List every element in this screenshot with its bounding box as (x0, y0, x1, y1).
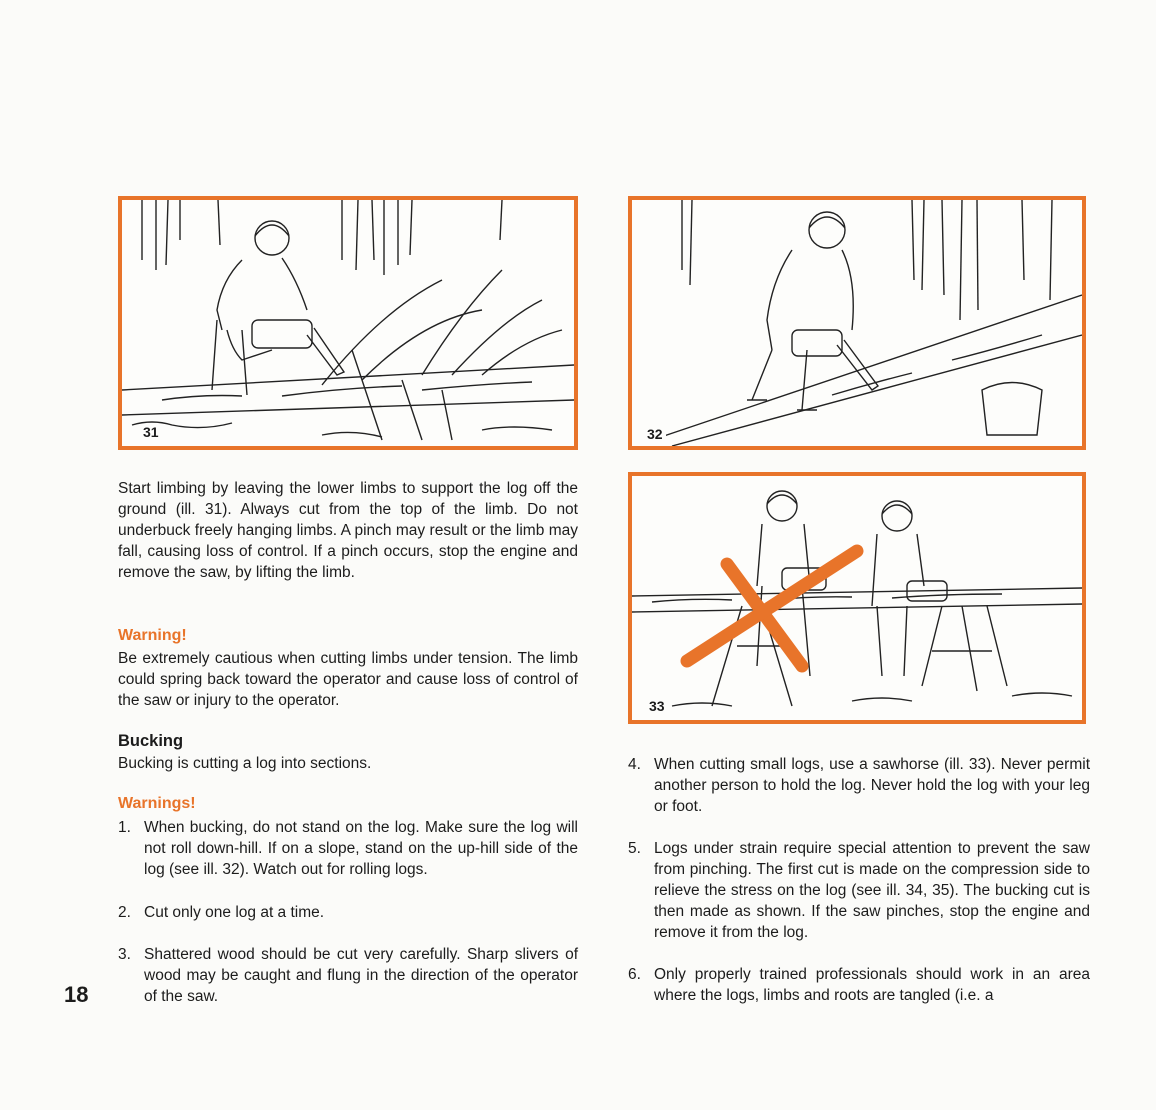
illustration-number: 32 (644, 426, 666, 442)
warning-text: Be extremely cautious when cutting limbs under tension. The limb could spring back toward the operator and cause loss of control of the saw or injury to the operator. (118, 650, 578, 709)
sawhorse-drawing (632, 476, 1082, 720)
illustration-33 (628, 472, 1086, 724)
list-item-text: Logs under strain require special attention to prevent the saw from pinching. The first cut is made on the compression side to relieve the stress on the log (see ill. 34, 35). The bucking cut is then made as shown. If the saw pinches, stop the engine and remove it from the log. (654, 840, 1090, 941)
limbing-intro: Start limbing by leaving the lower limbs to support the log off the ground (ill. 31). Always cut from the top of the limb. Do not underbuck freely hanging limbs. A pinch may result or the limb may fall, causing loss of control. If a pinch occurs, stop the engine and remove the saw, by lifting the limb. (118, 480, 578, 581)
list-item-text: Cut only one log at a time. (144, 904, 325, 921)
list-item (118, 817, 578, 880)
slope-bucking-drawing (632, 200, 1082, 446)
list-item (628, 754, 1090, 817)
list-item-number: 1. (118, 819, 131, 836)
list-item-number: 5. (628, 840, 641, 857)
list-item (118, 944, 578, 1007)
limbing-drawing (122, 200, 574, 446)
list-item-number: 4. (628, 756, 641, 773)
list-item-number: 3. (118, 946, 131, 963)
bucking-heading: Bucking (118, 732, 184, 750)
page-number: 18 (64, 982, 89, 1007)
warnings-heading: Warnings! (118, 795, 196, 812)
warning-heading: Warning! (118, 627, 187, 644)
list-item-text: When cutting small logs, use a sawhorse (ill. 33). Never permit another person to hold the log. Never hold the log with your leg or foot. (654, 756, 1090, 815)
list-item-text: When bucking, do not stand on the log. Make sure the log will not roll down-hill. If on a slope, stand on the up-hill side of the log (see ill. 32). Watch out for rolling logs. (144, 819, 578, 878)
illustration-number: 31 (140, 424, 162, 440)
list-item-number: 6. (628, 966, 641, 983)
illustration-31 (118, 196, 578, 450)
list-item (628, 964, 1090, 1006)
bucking-text: Bucking is cutting a log into sections. (118, 755, 372, 772)
list-item-text: Shattered wood should be cut very carefully. Sharp slivers of wood may be caught and flung in the direction of the operator of the saw. (144, 946, 578, 1005)
list-item (628, 838, 1090, 943)
illustration-number: 33 (646, 698, 668, 714)
illustration-32 (628, 196, 1086, 450)
list-item (118, 902, 578, 923)
list-item-text: Only properly trained professionals should work in an area where the logs, limbs and roots are tangled (i.e. a (654, 966, 1090, 1004)
list-item-number: 2. (118, 904, 131, 921)
